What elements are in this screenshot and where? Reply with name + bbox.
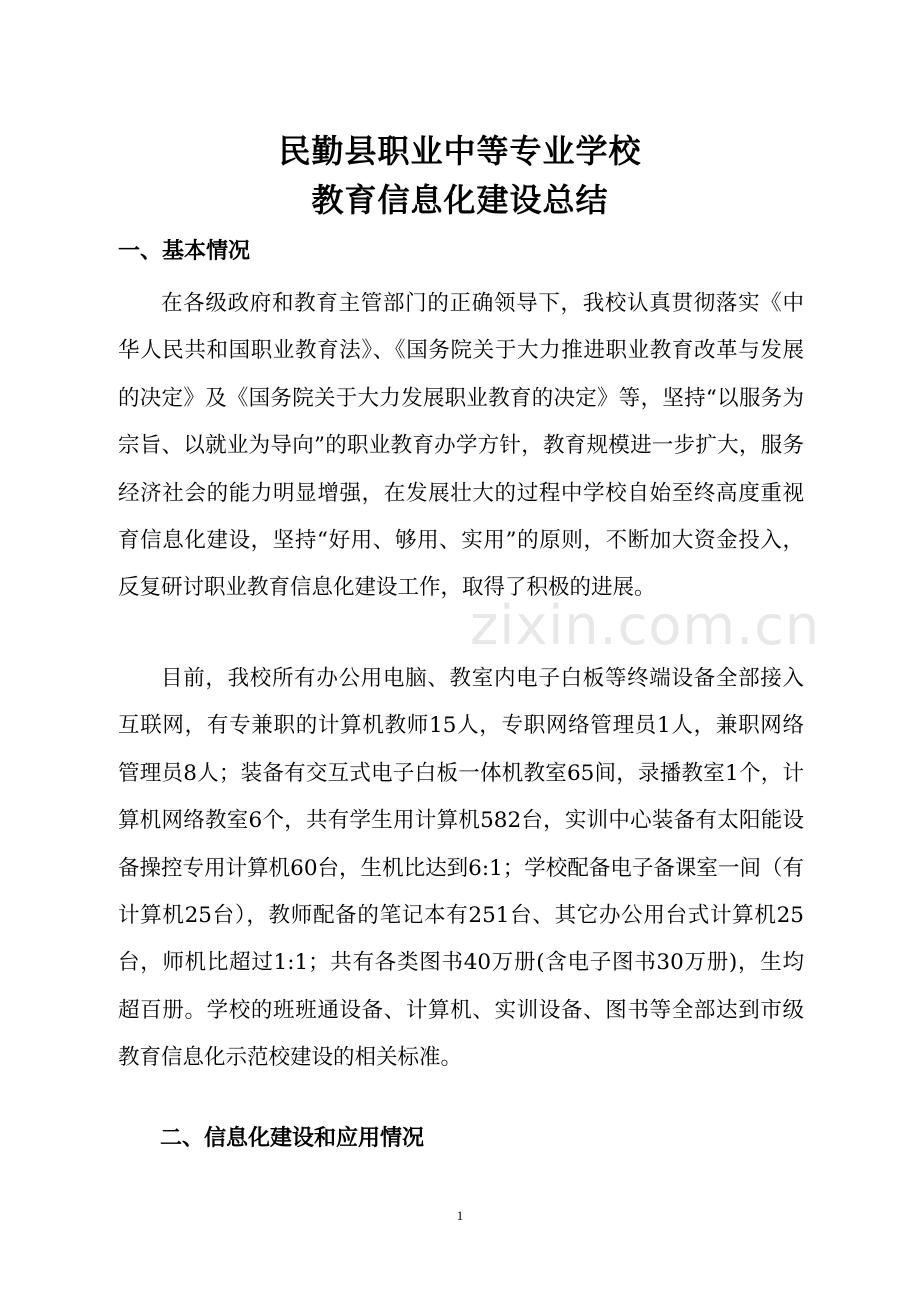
section-heading-informatization: 二、信息化建设和应用情况 [160,1125,425,1151]
paragraph-equipment: 目前，我校所有办公用电脑、教室内电子白板等终端设备全部接入互联网，有专兼职的计算机教师15人，专职网络管理员1人，兼职网络管理员8人；装备有交互式电子白板一体机教室65间，录播教室1个，计算机网络教室6个，共有学生用计算机582台，实训中心装备有太阳能设备操控专用计算机60台，生机比达到6:1；学校配备电子备课室一间（有计算机25台），教师配备的笔记本有251台、其它办公用台式计算机25台，师机比超过1:1；共有各类图书40万册(含电子图书30万册)，生均超百册。学校的班班通设备、计算机、实训设备、图书等全部达到市级教育信息化示范校建设的相关标准。 [118,666,804,1071]
paragraph-overview: 在各级政府和教育主管部门的正确领导下，我校认真贯彻落实《中华人民共和国职业教育法》、《国务院关于大力推进职业教育改革与发展的决定》及《国务院关于大力发展职业教育的决定》等，坚持“以服务为宗旨、以就业为导向”的职业教育办学方针，教育规模进一步扩大，服务经济社会的能力明显增强，在发展壮大的过程中学校自始至终高度重视育信息化建设，坚持“好用、够用、实用”的原则，不断加大资金投入，反复研讨职业教育信息化建设工作，取得了积极的进展。 [118,291,804,601]
document-title-line-1: 民勤县职业中等专业学校 [278,132,642,170]
page-number: 1 [456,1208,464,1223]
watermark-text: zixin.com.cn [470,594,821,657]
document-title-line-2: 教育信息化建设总结 [311,181,609,219]
section-heading-basic-situation: 一、基本情况 [118,239,251,264]
